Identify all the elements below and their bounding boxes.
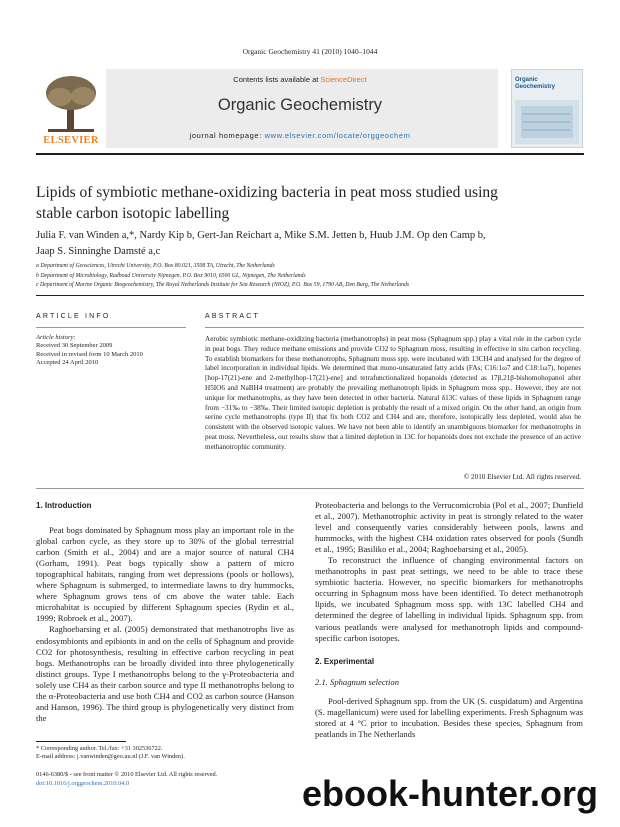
right-column bbox=[315, 500, 583, 740]
title-line-2: stable carbon isotopic labelling bbox=[36, 205, 230, 222]
abstract-bottom-rule bbox=[36, 488, 584, 489]
abstract-heading: ABSTRACT bbox=[205, 313, 260, 320]
homepage-link[interactable]: www.elsevier.com/locate/orggeochem bbox=[264, 131, 411, 140]
corresponding-author-footnote bbox=[36, 745, 294, 761]
affiliations bbox=[36, 262, 596, 291]
cover-title: Organic Geochemistry bbox=[515, 77, 556, 90]
corresponding-author: * Corresponding author. Tel./fax: +31 302536722. bbox=[36, 745, 163, 752]
contents-prefix: Contents lists available at bbox=[233, 75, 319, 84]
sphagnum-selection-heading: 2.1. Sphagnum selection bbox=[315, 676, 400, 687]
received-date: Received 30 September 2009 bbox=[36, 342, 113, 350]
accepted-date: Accepted 24 April 2010 bbox=[36, 358, 99, 366]
affiliation-a: a Department of Geosciences, Utrecht University, P.O. Box 80.021, 3508 TA, Utrecht, The Netherlands bbox=[36, 263, 275, 269]
abstract-text: Aerobic symbiotic methane-oxidizing bacteria (methanotrophs) in peat moss (Sphagnum spp.) play a vital role in the carbon cycle in peat bogs. They reduce methane emissions and provide CO2 to Sphagnum moss, resulting in effective in situ carbon recycling. To establish biomarkers for these methanotrophs, Sphagnum moss spp. were incubated with 13CH4 and analysed for the degree of label incorporation in individual lipids. We determined that mono-unsaturated fatty acids (FAs; C16:1ω7 and C18:1ω7), hopenes [hop-17(21)-ene and 2-methylhop-17(21)-ene] and tetrafunctionalized hopanoids (detected as 17β,21β-bishomohopanol after H5IO6 and NaBH4 treatment) are probably the prevailing methanotroph lipids in Sphagnum moss spp.. However, they are not unique for methanotrophs, as they have been detected in other bacteria. Natural δ13C values of these lipids in Sphagnum range from −31‰ to −38‰. Their limited isotopic depletion is probably the result of a mixed origin. On the other hand, an origin from serine cycle methanotrophs (type II) that fix both CO2 and CH4 and are, therefore, isotopically less depleted, would also be consistent with the observed isotopic values. We have not been able to identify an unambiguous biomarker for methanotrophs in peat moss. Nevertheless, our results show that a limited depletion in 13C for hopanoids does not exclude the presence of an active methanotrophic community. bbox=[205, 335, 581, 451]
homepage-prefix: journal homepage: bbox=[189, 131, 262, 140]
running-head: Organic Geochemistry 41 (2010) 1040–1044 bbox=[242, 47, 378, 56]
sciencedirect-link[interactable]: ScienceDirect bbox=[320, 75, 367, 84]
doi-link[interactable]: doi:10.1016/j.orggeochem.2010.04.0 bbox=[36, 779, 130, 787]
affiliation-rule bbox=[36, 295, 584, 296]
journal-homepage bbox=[110, 131, 490, 140]
experimental-paragraph-1: Pool-derived Sphagnum spp. from the UK (S. cuspidatum) and Argentina (S. magellanicum) were used for labelling experiments. Fresh Sphagnum was stored at 4 °C prior to incubation. Besides these species, Sphagnum from peatlands in The Netherlands bbox=[315, 695, 583, 739]
intro-paragraph-2: Raghoebarsing et al. (2005) demonstrated that methanotrophs live as endosymbionts and epibionts in and on the cells of Sphagnum and provide CO2 for photosynthesis, resulting in effective carbon recycling in peat bogs. Methanotrophs can be broadly divided into three phylogenetically distinct groups. Type I methanotrophs belong to the γ-Proteobacteria and solely use CH4 as their carbon source and type II methanotrophs belong to the α-Proteobacteria and use both CH4 and CO2 as carbon source (Hanson and Hanson, 1996). The third group is phylogenetically very distinct from the bbox=[36, 624, 294, 723]
header-rule bbox=[36, 153, 584, 155]
front-matter bbox=[36, 771, 306, 788]
issn-line: 0146-6380/$ - see front matter © 2010 Elsevier Ltd. All rights reserved. bbox=[36, 771, 218, 778]
intro-paragraph-3: Proteobacteria and belongs to the Verrucomicrobia (Pol et al., 2007; Dunfield et al., 2007). Methanotrophic activity in peat is strongly related to the water level and consequently varies considerably between pools, lawns and hummocks, with the highest CH4 oxidation rates observed for pools (Sundh et al., 1995; Basiliko et al., 2004; Raghoebarsing et al., 2005). bbox=[315, 500, 583, 555]
experimental-heading: 2. Experimental bbox=[315, 656, 375, 666]
article-title bbox=[36, 182, 596, 224]
intro-paragraph-1: Peat bogs dominated by Sphagnum moss play an important role in the global carbon cycle, as they store up to 30% of the global terrestrial carbon (Smith et al., 2004) and are a major source of natural CH4 (Gorham, 1991). Peat bogs typically show a pattern of micro topographical habitats, ranging from wet depressions (pools or hollows), where Sphagnum is submerged, to intermediate lawns to dry hummocks, where Sphagnum grows tens of cm above the water table. Each microhabitat is occupied by different Sphagnum species (Rydin et al., 1999; Robroek et al., 2007). bbox=[36, 525, 294, 624]
authors-line-1[interactable]: Julia F. van Winden a,*, Nardy Kip b, Gert-Jan Reichart a, Mike S.M. Jetten b, Huub J.M. Op den Camp b, bbox=[36, 230, 486, 241]
authors-line-2[interactable]: Jaap S. Sinninghe Damsté a,c bbox=[36, 246, 161, 257]
history-label: Article history: bbox=[36, 334, 76, 341]
footnote-rule bbox=[36, 741, 126, 742]
article-info-rule bbox=[36, 327, 186, 328]
copyright-line: © 2010 Elsevier Ltd. All rights reserved. bbox=[463, 473, 581, 481]
revised-date: Received in revised form 10 March 2010 bbox=[36, 350, 143, 358]
intro-paragraph-4: To reconstruct the influence of changing environmental factors on methanotrophs in past peat settings, we need to be able to trace these symbiotic bacteria. However, no specific biomarkers for methanotrophs occurring in Sphagnum moss have been identified. To detect methanotroph lipids, we incubated Sphagnum moss spp. with 13C labelled CH4 and determined the degree of labelling in individual lipids. Sphagnum spp. from various peatlands were analysed for methanotroph lipids and compound-specific carbon isotopes. bbox=[315, 555, 583, 643]
journal-name: Organic Geochemistry bbox=[217, 96, 383, 114]
publisher-name: ELSEVIER bbox=[43, 135, 99, 146]
cover-pattern bbox=[515, 100, 579, 144]
watermark-text: ebook-hunter.org bbox=[302, 773, 598, 814]
abstract-rule bbox=[205, 327, 584, 328]
title-line-1: Lipids of symbiotic methane-oxidizing bacteria in peat moss studied using bbox=[36, 184, 498, 201]
watermark-banner bbox=[285, 770, 615, 818]
affiliation-c: c Department of Marine Organic Biogeochemistry, The Royal Netherlands Institute for Sea Research (NIOZ), P.O. Box 59, 1790 AB, Den Burg, The Netherlands bbox=[36, 282, 410, 288]
left-column bbox=[36, 500, 294, 724]
contents-line bbox=[150, 75, 450, 84]
article-history bbox=[36, 334, 186, 367]
article-info-heading: ARTICLE INFO bbox=[36, 313, 111, 320]
author-list bbox=[36, 228, 596, 260]
affiliation-b: b Department of Microbiology, Radboud University Nijmegen, P.O. Box 9010, 6500 GL, Nijmegen, The Netherlands bbox=[36, 272, 306, 279]
author-email[interactable]: E-mail address: j.vanwinden@geo.uu.nl (J.F. van Winden). bbox=[36, 753, 185, 761]
introduction-heading: 1. Introduction bbox=[36, 501, 92, 510]
